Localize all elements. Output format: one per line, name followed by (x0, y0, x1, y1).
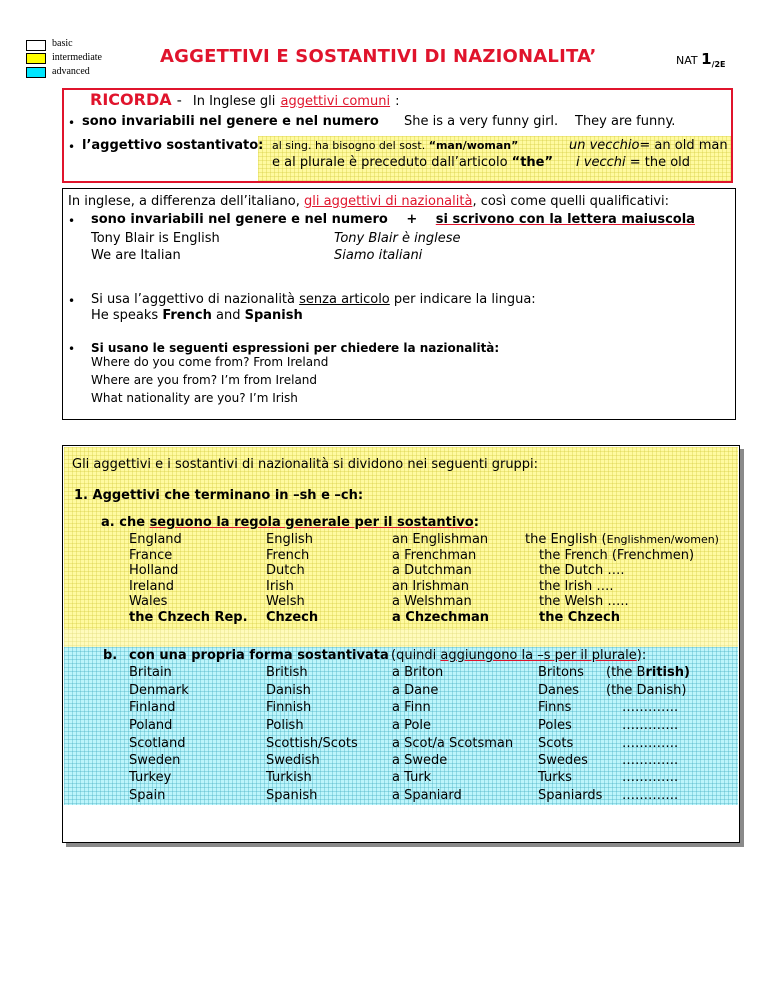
box2-bullet-1-dot (68, 214, 75, 228)
box2-bullet-3-dot (68, 342, 75, 356)
a-row-0-adjective: English (266, 532, 313, 547)
ricorda-old-man-example: un vecchio= an old man (569, 138, 728, 153)
a-row-1-country: France (129, 548, 173, 563)
a-row-0-singular: an Englishman (392, 532, 489, 547)
b-row-7-plural: Spaniards (538, 788, 603, 803)
legend-swatch-intermediate (26, 53, 46, 64)
b-row-2-singular: a Finn (392, 700, 431, 715)
ricorda-sing-note: al sing. ha bisogno del sost. “man/woman” (272, 139, 519, 152)
a-row-2-adjective: Dutch (266, 563, 305, 578)
a-row-1-adjective: French (266, 548, 310, 563)
b-row-6-country: Turkey (129, 770, 172, 785)
box2-language-example: He speaks French and Spanish (91, 308, 303, 323)
b-row-0-adjective: British (266, 665, 308, 680)
box2-language-rule: Si usa l’aggettivo di nazionalità senza articolo per indicare la lingua: (91, 292, 536, 307)
box2-ask-title: Si usano le seguenti espressioni per chiedere la nazionalità: (91, 341, 500, 355)
b-row-4-country: Scotland (129, 736, 186, 751)
b-row-3-country: Poland (129, 718, 173, 733)
box2-rule-line: sono invariabili nel genere e nel numero + si scrivono con la lettera maiuscola (91, 212, 695, 227)
a-row-2-country: Holland (129, 563, 179, 578)
b-row-4-plural: Scots (538, 736, 574, 751)
a-row-0-plural: the English (Englishmen/women) (525, 532, 719, 547)
page-code: NAT $1_{/2E}$ (676, 50, 726, 70)
b-row-6-plural: Turks (538, 770, 572, 785)
b-row-1-singular: a Dane (392, 683, 439, 698)
box2-ask-line-2: Where are you from? I’m from Ireland (91, 373, 318, 387)
b-row-5-singular: a Swede (392, 753, 448, 768)
legend-label-advanced: advanced (52, 66, 90, 77)
a-row-5-country: the Chzech Rep. (129, 610, 248, 625)
subgroup-b-note: (quindi aggiungono la –s per il plurale): (391, 648, 647, 663)
box2-ask-line-3: What nationality are you? I’m Irish (91, 391, 298, 405)
box2-example-1-it: Tony Blair è inglese (334, 231, 461, 246)
b-row-7-singular: a Spaniard (392, 788, 462, 803)
group-1-title: 1. Aggettivi che terminano in –sh e –ch: (74, 488, 364, 503)
subgroup-a-title: a. che seguono la regola generale per il sostantivo: (101, 515, 479, 530)
box2-example-2-en: We are Italian (91, 248, 181, 263)
a-row-3-country: Ireland (129, 579, 174, 594)
ricorda-rule-substantive: l’aggettivo sostantivato: (82, 138, 264, 153)
box3-intro: Gli aggettivi e i sostantivi di nazionalità si dividono nei seguenti gruppi: (72, 457, 539, 472)
legend-swatch-advanced (26, 67, 46, 78)
b-row-2-country: Finland (129, 700, 176, 715)
box2-intro: In inglese, a differenza dell’italiano, gli aggettivi di nazionalità, così come quelli qualificativi: (68, 194, 670, 209)
b-row-2-adjective: Finnish (266, 700, 312, 715)
a-row-2-plural: the Dutch …. (539, 563, 625, 578)
box2-example-2-it: Siamo italiani (334, 248, 423, 263)
subgroup-b-label: b. (103, 648, 118, 663)
ricorda-bullet-1-dot (68, 116, 75, 130)
a-row-1-singular: a Frenchman (392, 548, 477, 563)
ricorda-example-2: They are funny. (575, 114, 676, 129)
ricorda-rule-invariable: sono invariabili nel genere e nel numero (82, 114, 379, 129)
b-row-5-country: Sweden (129, 753, 181, 768)
b-row-4-adjective: Scottish/Scots (266, 736, 358, 751)
b-row-5-plural: Swedes (538, 753, 588, 768)
subgroup-b-title: con una propria forma sostantivata (129, 648, 389, 663)
b-row-4-collective: …………. (622, 736, 679, 751)
a-row-4-adjective: Welsh (266, 594, 305, 609)
ricorda-example-1: She is a very funny girl. (404, 114, 559, 129)
b-row-6-adjective: Turkish (266, 770, 312, 785)
b-row-1-collective: (the Danish) (606, 683, 687, 698)
box3-yellow-strip (64, 629, 738, 647)
a-row-3-adjective: Irish (266, 579, 294, 594)
legend-label-intermediate: intermediate (52, 52, 102, 63)
ricorda-heading: RICORDA - In Inglese gli aggettivi comuni : (90, 90, 400, 109)
b-row-7-adjective: Spanish (266, 788, 318, 803)
box2-bullet-2-dot (68, 294, 75, 308)
b-row-7-collective: …………. (622, 788, 679, 803)
b-row-4-singular: a Scot/a Scotsman (392, 736, 514, 751)
b-row-6-singular: a Turk (392, 770, 432, 785)
ricorda-old-example: i vecchi = the old (576, 155, 691, 170)
b-row-1-adjective: Danish (266, 683, 311, 698)
b-row-3-singular: a Pole (392, 718, 432, 733)
a-row-4-singular: a Welshman (392, 594, 472, 609)
a-row-5-adjective: Chzech (266, 610, 319, 625)
a-row-3-singular: an Irishman (392, 579, 470, 594)
b-row-0-plural: Britons (538, 665, 584, 680)
box2-ask-line-1: Where do you come from? From Ireland (91, 355, 329, 369)
a-row-4-country: Wales (129, 594, 168, 609)
page-title: AGGETTIVI E SOSTANTIVI DI NAZIONALITA’ (160, 46, 597, 67)
b-row-1-plural: Danes (538, 683, 579, 698)
b-row-2-plural: Finns (538, 700, 572, 715)
a-row-1-plural: the French (Frenchmen) (539, 548, 695, 563)
a-row-5-plural: the Chzech (539, 610, 620, 625)
b-row-7-country: Spain (129, 788, 166, 803)
a-row-2-singular: a Dutchman (392, 563, 472, 578)
b-row-3-adjective: Polish (266, 718, 304, 733)
a-row-4-plural: the Welsh ….. (539, 594, 629, 609)
b-row-0-singular: a Briton (392, 665, 444, 680)
b-row-5-collective: …………. (622, 753, 679, 768)
a-row-3-plural: the Irish …. (539, 579, 614, 594)
ricorda-plural-note: e al plurale è preceduto dall’articolo “the” (272, 155, 554, 170)
ricorda-bullet-2-dot (68, 140, 75, 154)
b-row-6-collective: …………. (622, 770, 679, 785)
a-row-0-country: England (129, 532, 182, 547)
legend-swatch-basic (26, 40, 46, 51)
box2-example-1-en: Tony Blair is English (91, 231, 220, 246)
b-row-0-country: Britain (129, 665, 172, 680)
a-row-5-singular: a Chzechman (392, 610, 490, 625)
b-row-3-collective: …………. (622, 718, 679, 733)
b-row-2-collective: …………. (622, 700, 679, 715)
b-row-1-country: Denmark (129, 683, 189, 698)
b-row-5-adjective: Swedish (266, 753, 320, 768)
b-row-0-collective: (the British) (606, 665, 690, 680)
legend-label-basic: basic (52, 38, 73, 49)
b-row-3-plural: Poles (538, 718, 572, 733)
